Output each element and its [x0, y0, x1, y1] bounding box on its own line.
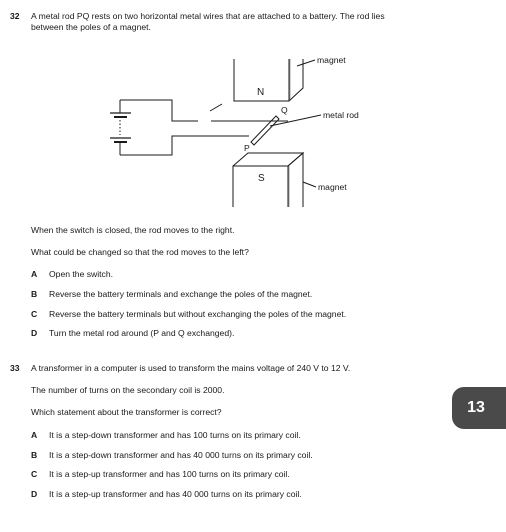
q33-option-d-letter: D	[31, 489, 38, 499]
q33-option-a-letter: A	[31, 430, 38, 440]
page-number-tab: 13	[452, 387, 506, 429]
metal-rod	[251, 116, 279, 145]
q32-question: What could be changed so that the rod moves to the left?	[31, 247, 249, 257]
q33-line2: The number of turns on the secondary coil is 2000.	[31, 385, 225, 395]
label-N: N	[257, 87, 265, 98]
q32-number: 32	[10, 11, 20, 21]
q33-option-b-letter: B	[31, 450, 38, 460]
q32-option-d-letter: D	[31, 328, 38, 338]
bottom-magnet-top-face	[233, 153, 303, 166]
lower-rail	[120, 136, 249, 155]
q32-stem-line2: between the poles of a magnet.	[31, 22, 151, 32]
q32-option-d-text: Turn the metal rod around (P and Q exchanged).	[49, 328, 235, 338]
label-magnet-bottom: magnet	[318, 182, 347, 192]
label-Q: Q	[281, 105, 288, 115]
q33-option-c-letter: C	[31, 469, 38, 479]
q32-stem-line1: A metal rod PQ rests on two horizontal metal wires that are attached to a battery. The rod lies	[31, 11, 385, 21]
q32-option-c-text: Reverse the battery terminals but without exchanging the poles of the magnet.	[49, 309, 347, 319]
bottom-magnet-side	[288, 153, 303, 207]
label-P: P	[244, 143, 250, 153]
q33-stem: A transformer in a computer is used to transform the mains voltage of 240 V to 12 V.	[31, 363, 351, 373]
q33-option-b-text: It is a step-down transformer and has 40 000 turns on its primary coil.	[49, 450, 313, 460]
magnet-rod-circuit-diagram	[0, 0, 506, 215]
upper-rail	[120, 100, 222, 121]
label-S: S	[258, 173, 265, 184]
q33-question: Which statement about the transformer is correct?	[31, 407, 222, 417]
q33-option-c-text: It is a step-up transformer and has 100 turns on its primary coil.	[49, 469, 290, 479]
q33-option-d-text: It is a step-up transformer and has 40 000 turns on its primary coil.	[49, 489, 302, 499]
q32-option-b-letter: B	[31, 289, 38, 299]
q32-option-c-letter: C	[31, 309, 38, 319]
top-magnet-inner-edge	[289, 59, 303, 101]
label-magnet-top: magnet	[317, 55, 346, 65]
q33-number: 33	[10, 363, 20, 373]
q32-option-a-text: Open the switch.	[49, 269, 114, 279]
q33-option-a-text: It is a step-down transformer and has 100 turns on its primary coil.	[49, 430, 301, 440]
label-metal-rod: metal rod	[323, 110, 359, 120]
q32-option-b-text: Reverse the battery terminals and exchange the poles of the magnet.	[49, 289, 313, 299]
q32-statement: When the switch is closed, the rod moves to the right.	[31, 225, 235, 235]
q32-option-a-letter: A	[31, 269, 38, 279]
